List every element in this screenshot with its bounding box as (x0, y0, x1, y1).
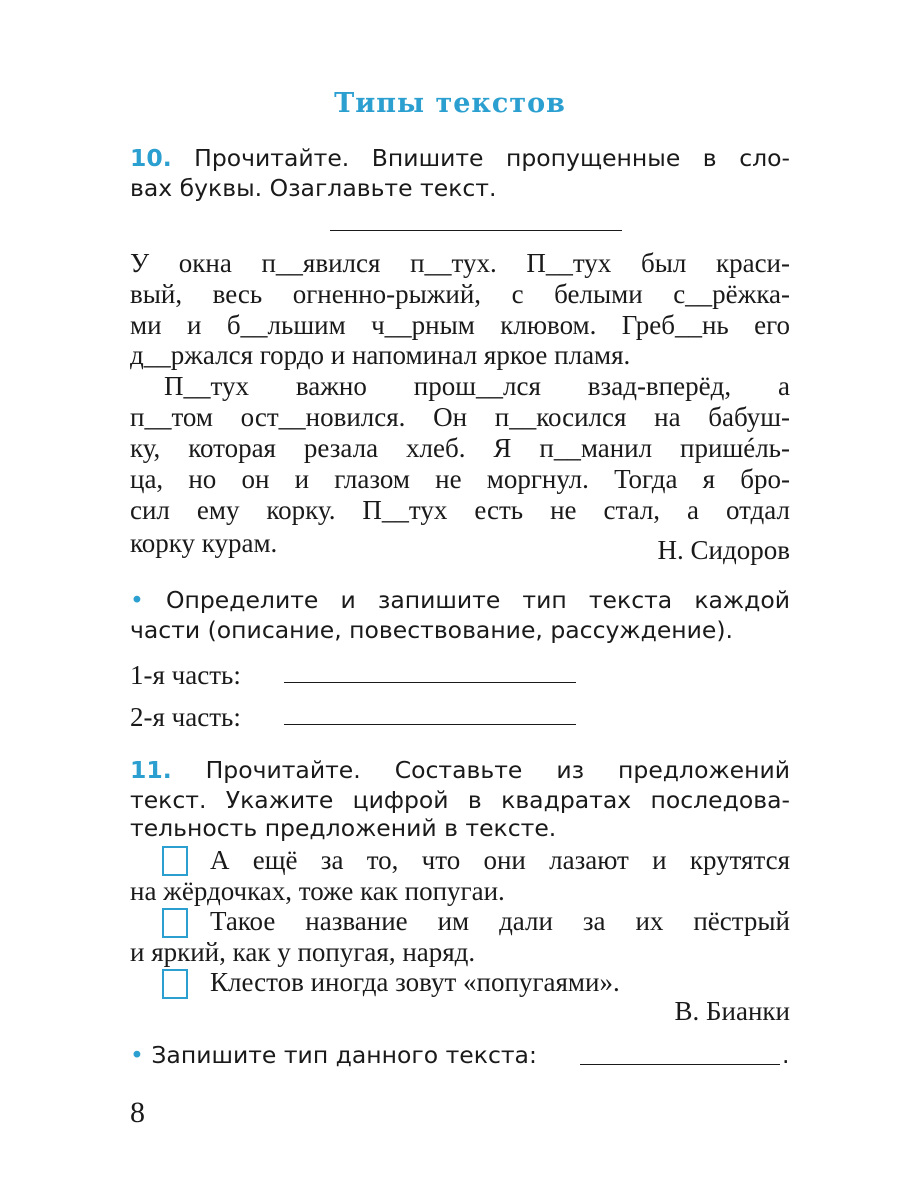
ex11-bullet-line: • Запишите тип данного текста: (130, 1041, 537, 1069)
ex10-text-line: П__тух важно прош__лся взад-вперёд, а (164, 371, 790, 401)
sentence-1-line1: А ещё за то, что они лазают и крутятся (210, 845, 790, 875)
ex10-text-line: ца, но он и глазом не моргнул. Тогда я бро- (130, 464, 790, 494)
ex10-text-line: п__том ост__новился. Он п__косился на бабуш- (130, 402, 790, 432)
ex10-author: Н. Сидоров (657, 535, 790, 565)
sentence-2-line1: Такое название им дали за их пёстрый (210, 906, 790, 936)
part1-answer-line[interactable] (284, 682, 576, 683)
order-box-3[interactable] (162, 969, 188, 999)
part2-label: 2-я часть: (130, 702, 241, 732)
order-box-2[interactable] (162, 908, 188, 938)
ex10-text-line: ми и б__льшим ч__рным клювом. Греб__нь его (130, 310, 790, 340)
ex10-task-line1: 10. Прочитайте. Впишите пропущенные в сло- (130, 144, 790, 172)
ex10-number: 10. (130, 144, 172, 172)
ex11-number: 11. (130, 756, 172, 784)
ex10-text-line: ку, которая резала хлеб. Я п__манил пришéль- (130, 433, 790, 463)
order-box-1[interactable] (162, 846, 188, 876)
ex10-bullet-line1: • Определите и запишите тип текста каждой (130, 586, 790, 614)
sentence-3-line1: Клестов иногда зовут «попугаями». (210, 967, 620, 997)
ex11-author: В. Бианки (674, 996, 790, 1026)
ex11-task-line1: 11. Прочитайте. Составьте из предложений (130, 756, 790, 784)
part2-answer-line[interactable] (284, 724, 576, 725)
title-answer-line[interactable] (330, 230, 622, 231)
ex10-text-line: д__ржался гордо и напоминал яркое пламя. (130, 340, 631, 370)
bullet-icon: • (130, 586, 144, 614)
sentence-2-line2: и яркий, как у попугая, наряд. (130, 937, 476, 967)
bullet-icon: • (130, 1041, 144, 1069)
end-dot: . (782, 1041, 790, 1069)
page-number: 8 (130, 1096, 145, 1129)
ex10-text-line: сил ему корку. П__тух есть не стал, а отдал (130, 495, 790, 525)
ex10-text-line: У окна п__явился п__тух. П__тух был краси- (130, 248, 790, 278)
ex10-bullet-line2: части (описание, повествование, рассуждение). (130, 616, 734, 644)
part1-label: 1-я часть: (130, 660, 241, 690)
page-title: Типы текстов (334, 88, 566, 119)
ex11-task-line2: текст. Укажите цифрой в квадратах последова- (130, 786, 790, 814)
sentence-1-line2: на жёрдочках, тоже как попугаи. (130, 876, 505, 906)
ex11-task-line3: тельность предложений в тексте. (130, 814, 557, 842)
ex10-task-line2: вах буквы. Озаглавьте текст. (130, 174, 497, 202)
ex10-text-line: вый, весь огненно-рыжий, с белыми с__рёжка- (130, 279, 790, 309)
ex10-text-line: корку курам. (130, 528, 278, 558)
text-type-answer-line[interactable] (580, 1064, 780, 1065)
